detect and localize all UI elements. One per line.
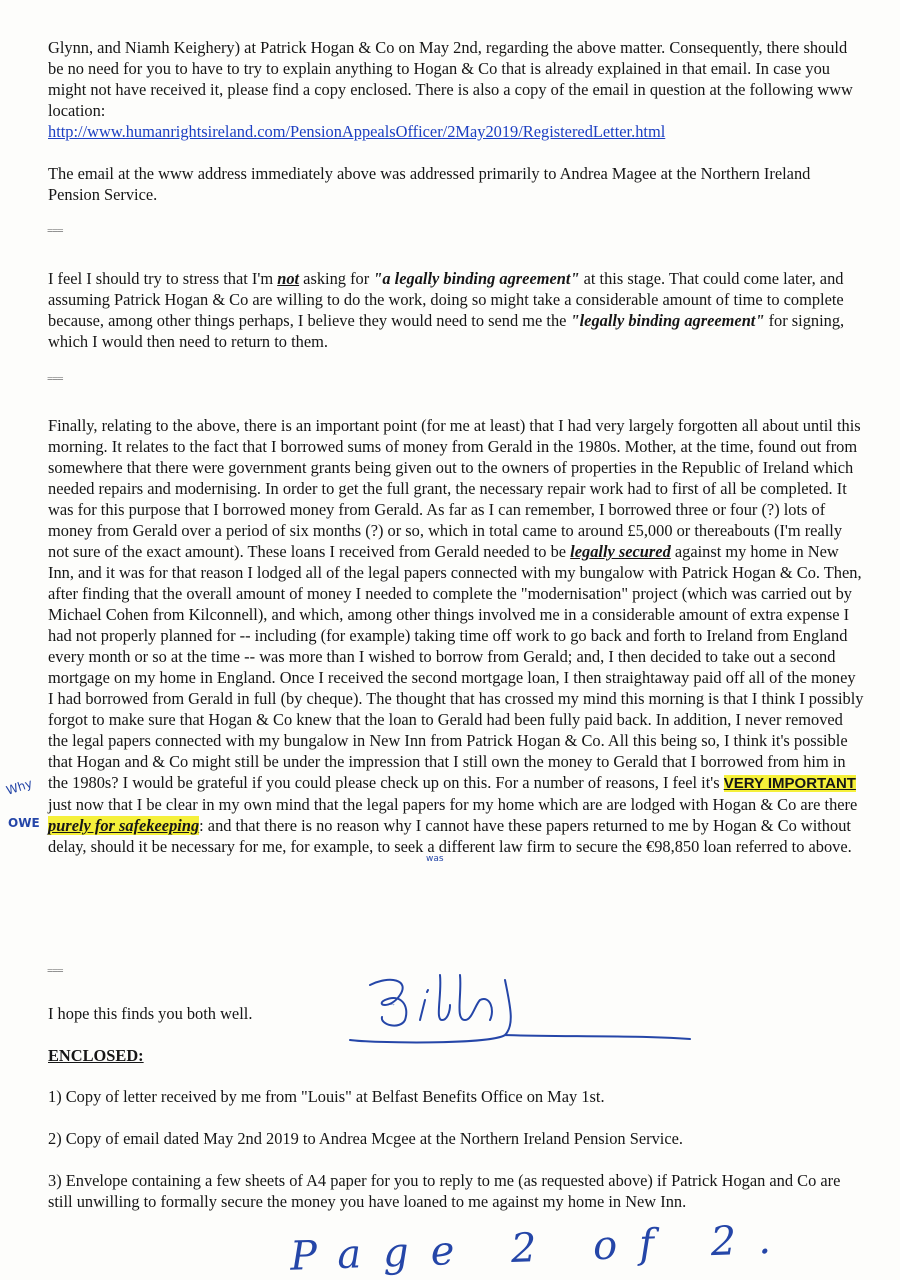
separator-1: [47, 222, 63, 239]
finally-very-important: VERY IMPORTANT: [723, 775, 856, 792]
binding-text-c: at this stage. That could come later, and assuming Patrick Hogan & Co are willing to do the work, doing so might take a considerable amount of time to complete because, among other things perhaps, I believe they would need to send me the: [48, 269, 844, 330]
binding-not: not: [277, 269, 300, 288]
separator-2-text: ===: [47, 373, 63, 385]
paragraph-top: [48, 37, 864, 142]
binding-text-a: I feel I should try to stress that I'm: [48, 269, 278, 288]
binding-quote-2: "legally binding agreement": [570, 311, 765, 330]
paragraph-finally: [48, 415, 864, 857]
finally-text-c: just now that I be clear in my own mind that the legal papers for my home which are are lodged with Hogan & Co are there: [48, 795, 858, 814]
finally-purely-for-safekeeping: purely for safekeeping: [48, 816, 200, 835]
enclosure-item: [48, 1128, 864, 1149]
paragraph-email: [48, 163, 864, 205]
paragraph-email-text: The email at the www address immediately above was addressed primarily to Andrea Magee at the Northern Ireland Pension Service.: [48, 164, 811, 204]
enclosure-3-text: 3) Envelope containing a few sheets of A4 paper for you to reply to me (as requested above) if Patrick Hogan and Co are still unwilling to formally secure the money you have loaned to me against my home in New Inn.: [48, 1171, 841, 1211]
separator-1-text: ===: [47, 225, 63, 237]
signature-text: Billy: [390, 1004, 395, 1006]
separator-2: [47, 370, 63, 387]
page-note: Page 2 of 2.: [289, 1216, 794, 1280]
signature-stroke: [350, 975, 690, 1042]
binding-text-b: asking for: [299, 269, 374, 288]
separator-3-text: ===: [47, 965, 63, 977]
insert-was: was: [426, 854, 444, 864]
finally-legally-secured: legally secured: [570, 542, 671, 561]
closing-text: I hope this finds you both well.: [48, 1004, 253, 1023]
enclosure-item: [48, 1170, 864, 1212]
finally-text-b: against my home in New Inn, and it was for that reason I lodged all of the legal papers connected with my bungalow with Patrick Hogan & Co. Then, after finding that the overall amount of money I needed to complete the "modernisation" project (which was carried out by Michael Cohen from Kilconnell), and which, among other things involved me in a considerable amount of extra expense I had not properly planned for -- including (for example) taking time off work to go back and forth to Ireland from England every month or so at the time -- was more than I wished to borrow from Gerald; and, I then decided to take out a second mortgage on my home in England. Once I received the second mortgage loan, I then straightaway paid off all of the money I had borrowed from Gerald in full (by cheque). The thought that has crossed my mind this morning is that I think I possibly forgot to make sure that Hogan & Co knew that the loan to Gerald had been fully paid back. In addition, I never removed the legal papers connected with my bungalow in New Inn from Patrick Hogan & Co. All this being so, I think it's possible that Hogan and & Co might still be under the impression that I still own the money to Gerald that I borrowed from him in the 1980s? I would be grateful if you could please check up on this. For a number of reasons, I feel it's: [48, 542, 864, 792]
paragraph-binding: [48, 268, 864, 352]
paragraph-top-text: Glynn, and Niamh Keighery) at Patrick Hogan & Co on May 2nd, regarding the above matter. Consequently, there should be no need for you to have to try to explain anything to Hogan & Co that is already explained in that email. In case you might not have received it, please find a copy enclosed. There is also a copy of the email in question at the following www location:: [48, 38, 853, 120]
finally-text-d: : and that there is no reason why I cannot have these papers returned to me by Hogan & Co without delay, should it be necessary for me, for example, to seek a different law firm to secure the €98,850 loan referred to above.: [48, 816, 852, 856]
finally-text-a: Finally, relating to the above, there is an important point (for me at least) that I had very largely forgotten all about until this morning. It relates to the fact that I borrowed sums of money from Gerald in the 1980s. Mother, at the time, found out from somewhere that there were government grants being given out to the owners of properties in the Republic of Ireland which needed repairs and modernising. In order to get the full grant, the necessary repair work had to first of all be completed. It was for this purpose that I borrowed money from Gerald. As far as I can remember, I borrowed three or four (?) lots of money from Gerald over a period of six months (?) or so, which in total came to around £5,000 or thereabouts (I'm really not sure of the exact amount). These loans I received from Gerald needed to be: [48, 416, 861, 561]
url-link[interactable]: http://www.humanrightsireland.com/PensionAppealsOfficer/2May2019/RegisteredLetter.html: [48, 122, 666, 141]
enclosure-item: [48, 1086, 864, 1107]
binding-text-d: for signing, which I would then need to return to them.: [48, 311, 845, 351]
enclosed-heading: ENCLOSED:: [48, 1046, 144, 1065]
signature: [330, 965, 730, 1055]
margin-note-owe: OWE: [8, 816, 40, 830]
separator-3: [47, 962, 63, 979]
enclosure-1-text: 1) Copy of letter received by me from "Louis" at Belfast Benefits Office on May 1st.: [48, 1087, 605, 1106]
enclosure-2-text: 2) Copy of email dated May 2nd 2019 to Andrea Mcgee at the Northern Ireland Pension Service.: [48, 1129, 683, 1148]
binding-quote-1: "a legally binding agreement": [373, 269, 580, 288]
margin-note-why: Why: [4, 776, 35, 798]
